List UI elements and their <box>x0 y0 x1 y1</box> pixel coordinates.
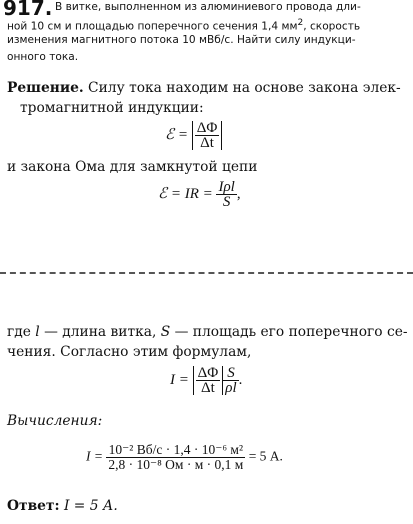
calculations-label: Вычисления: <box>7 413 103 429</box>
solution-label: Решение. <box>7 80 84 96</box>
equation-ohm: ℰ = IR = $\frac{\text{Iρl}}{S}$ , <box>158 179 241 210</box>
problem-line-4: онного тока. <box>7 51 79 63</box>
page-break-divider <box>0 272 413 274</box>
continuation-line-1: где l — длина витка, S — площадь его поперечного се- <box>7 324 408 340</box>
problem-line-3: изменения магнитного потока 10 мВб/с. Найти силу индукци- <box>7 34 356 46</box>
problem-line-2: ной 10 см и площадью поперечного сечения 1,4 $мм^2$, скорость <box>7 18 361 33</box>
problem-number: 917. <box>3 0 53 20</box>
answer-line: Ответ: I = 5 А. <box>7 498 118 514</box>
equation-emf: ℰ = $\frac{\Delta\Phi}{\Delta t}$ <box>165 121 222 150</box>
continuation-line-2: чения. Согласно этим формулам, <box>7 344 252 360</box>
solution-line-1: Решение. Силу тока находим на основе закона элек- <box>7 80 401 96</box>
answer-label: Ответ: <box>7 498 60 514</box>
solution-line-3: и закона Ома для замкнутой цепи <box>7 159 258 175</box>
equation-calculation: I = $\frac{\text{10⁻² Вб/с · 1,4 · 10⁻⁶ м²}}{\text{2,8 · 10⁻⁸ Ом · м · 0,1 м}}$ = 5 А. <box>86 442 283 472</box>
solution-line-2: тромагнитной индукции: <box>20 100 204 116</box>
equation-current: I = $\frac{\Delta\Phi}{\Delta t}$ $\frac{S}{\rho l}$ . <box>170 365 243 396</box>
problem-line-1: В витке, выполненном из алюминиевого провода дли- <box>55 1 361 13</box>
